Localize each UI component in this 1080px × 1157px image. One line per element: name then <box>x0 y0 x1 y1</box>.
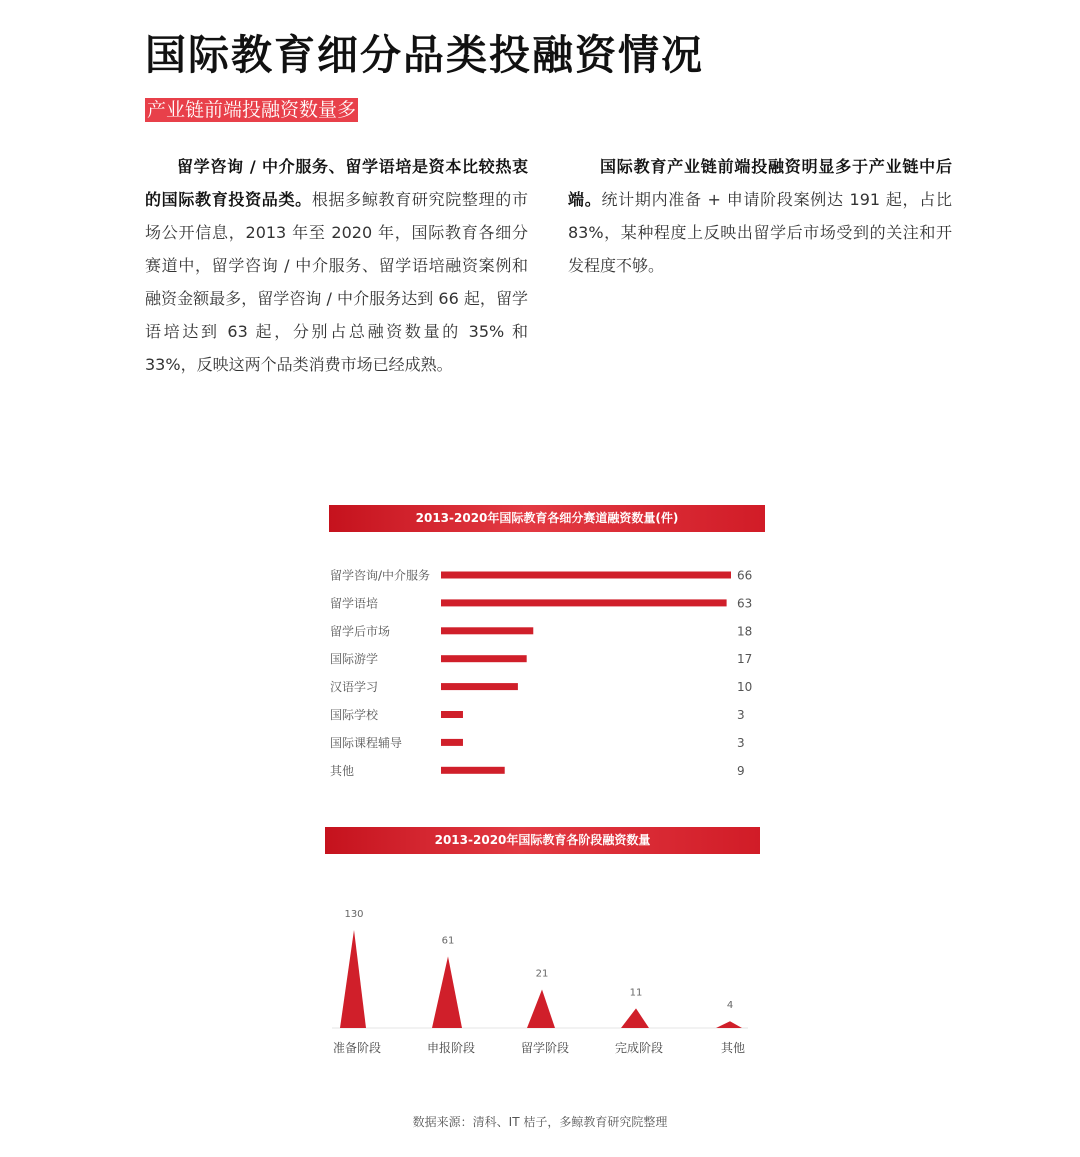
bar-category-label: 留学后市场 <box>330 624 391 639</box>
data-source-note: 数据来源：清科、IT 桔子，多鲸教育研究院整理 <box>412 1115 668 1129</box>
stage-category-label: 完成阶段 <box>614 1041 664 1055</box>
stage-spike <box>621 1008 649 1028</box>
bar <box>441 655 527 662</box>
bar-category-label: 汉语学习 <box>330 680 379 695</box>
bar-category-label: 留学咨询/中介服务 <box>330 568 431 583</box>
bar-value-label: 18 <box>737 624 753 639</box>
bar-value-label: 63 <box>737 596 753 611</box>
bar-value-label: 10 <box>737 680 753 695</box>
stage-spike <box>527 990 555 1028</box>
left-body-text: 根据多鲸教育研究院整理的市场公开信息，2013 年至 2020 年，国际教育各细分赛道中，留学咨询 / 中介服务、留学语培融资案例和融资金额最多，留学咨询 / 中介服务达到 66 起，留学语培达到 63 起，分别占总融资数量的 35% 和 33%，反映这两个品类消费市场已经成熟。 <box>145 190 528 374</box>
chart-title-stages: 2013-2020年国际教育各阶段融资数量 <box>325 827 760 854</box>
page-title: 国际教育细分品类投融资情况 <box>145 31 704 79</box>
bar-value-label: 3 <box>737 708 745 722</box>
bar <box>441 627 533 634</box>
bar <box>441 767 505 774</box>
stage-spike <box>340 930 366 1028</box>
stage-category-label: 申报阶段 <box>426 1041 476 1055</box>
chart-title-sectors: 2013-2020年国际教育各细分赛道融资数量(件) <box>329 505 765 532</box>
stage-category-label: 留学阶段 <box>520 1041 570 1055</box>
bar-category-label: 国际游学 <box>330 652 379 667</box>
bar-value-label: 17 <box>737 652 753 667</box>
stage-spike <box>716 1021 742 1028</box>
stage-category-label: 准备阶段 <box>332 1041 382 1055</box>
bar-category-label: 国际课程辅导 <box>330 735 403 750</box>
bar-value-label: 66 <box>737 568 753 583</box>
stage-value-label: 21 <box>535 968 549 980</box>
bar-category-label: 其他 <box>330 763 355 778</box>
section-subtitle: 产业链前端投融资数量多 <box>147 99 357 121</box>
bar <box>441 572 731 579</box>
stage-value-label: 11 <box>629 987 643 999</box>
stage-value-label: 130 <box>344 909 364 920</box>
stage-value-label: 61 <box>441 935 455 947</box>
stage-category-label: 其他 <box>720 1041 746 1055</box>
left-lead-text: 留学咨询 / 中介服务、留学语培是资本比较热衷的国际教育投资品类。 <box>145 157 528 209</box>
bar <box>441 599 727 606</box>
bar-value-label: 3 <box>737 735 745 750</box>
stage-value-label: 4 <box>726 1000 734 1012</box>
bar <box>441 739 463 746</box>
bar-category-label: 留学语培 <box>330 596 379 611</box>
bar-category-label: 国际学校 <box>330 708 379 722</box>
bar-value-label: 9 <box>737 763 745 778</box>
stage-spike <box>432 956 462 1028</box>
right-body-text: 统计期内准备 + 申请阶段案例达 191 起，占比 83%，某种程度上反映出留学后市场受到的关注和开发程度不够。 <box>568 190 952 275</box>
bar <box>441 683 518 690</box>
right-lead-text: 国际教育产业链前端投融资明显多于产业链中后端。 <box>568 157 952 209</box>
bar <box>441 711 463 718</box>
